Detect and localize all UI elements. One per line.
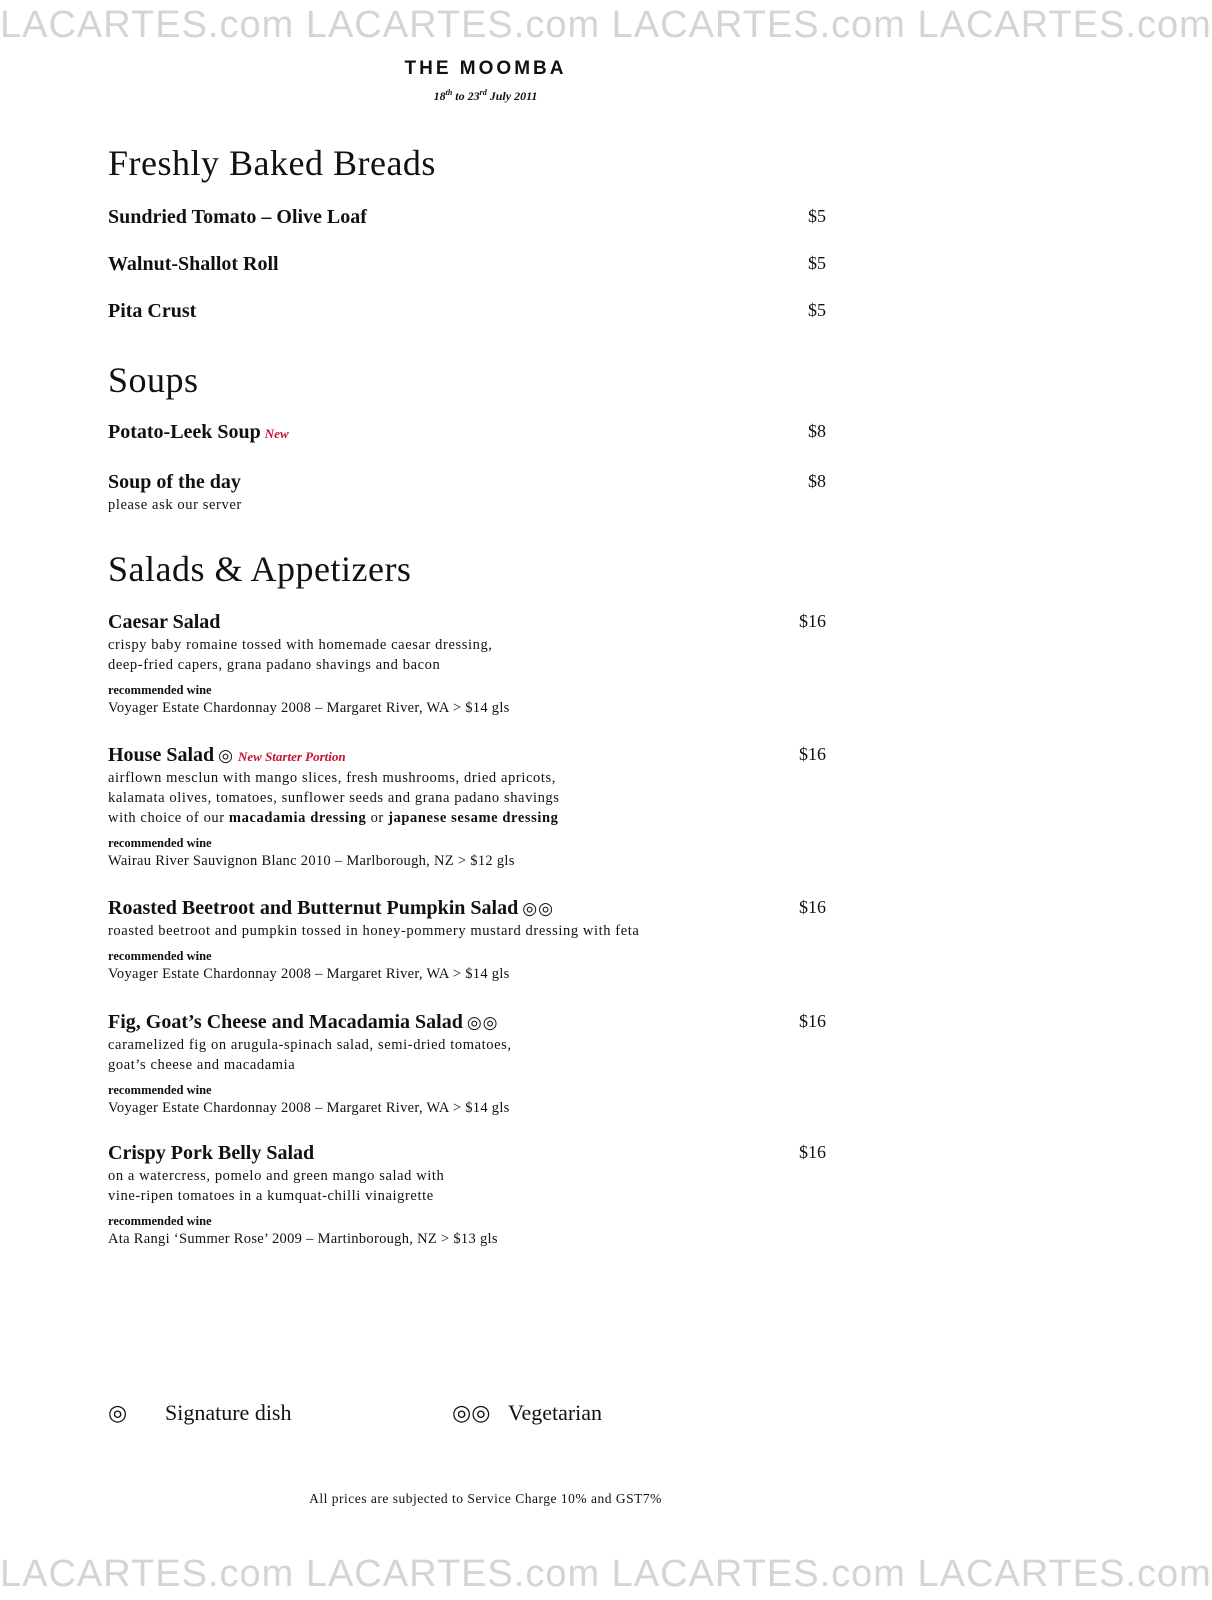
signature-dish-icon: ◎ [218,746,234,765]
item-description-line: deep-fried capers, grana padano shavings and bacon [108,657,441,673]
item-name: Soup of the day [108,471,241,493]
dressing-option: japanese sesame dressing [388,810,559,826]
item-price: $8 [808,421,826,441]
item-price: $16 [799,1011,826,1031]
menu-item-caesar-salad [108,611,826,718]
menu-item-potato-leek-soup [108,421,826,445]
item-name: House Salad [108,744,215,766]
wine-label: recommended wine [108,1083,212,1097]
recommended-wine: Wairau River Sauvignon Blanc 2010 – Marlborough, NZ > $12 gls [108,853,515,869]
item-name: Sundried Tomato – Olive Loaf [108,206,367,228]
item-description-line: roasted beetroot and pumpkin tossed in honey-pommery mustard dressing with feta [108,923,640,939]
item-name: Crispy Pork Belly Salad [108,1142,315,1164]
menu-item-fig-goats-cheese-salad [108,1011,826,1118]
menu-item-house-salad [108,744,826,871]
menu-item-roasted-beetroot-salad [108,897,826,984]
watermark-bottom: LACARTES.com LACARTES.com LACARTES.com LACARTES.com [0,1553,1212,1595]
new-badge: New Starter Portion [238,749,346,764]
item-name: Roasted Beetroot and Butternut Pumpkin Salad [108,897,519,919]
signature-dish-legend-icon: ◎ [108,1400,128,1425]
item-description-line: caramelized fig on arugula-spinach salad, semi-dried tomatoes, [108,1037,512,1053]
menu-item-crispy-pork-belly-salad [108,1142,826,1249]
item-description-line: crispy baby romaine tossed with homemade caesar dressing, [108,637,493,653]
new-badge: New [264,426,289,441]
item-name: Walnut-Shallot Roll [108,253,279,275]
recommended-wine: Voyager Estate Chardonnay 2008 – Margaret River, WA > $14 gls [108,1100,510,1116]
item-name: Caesar Salad [108,611,221,633]
item-name: Potato-Leek Soup [108,421,261,443]
item-price: $16 [799,744,826,764]
item-description-line: on a watercress, pomelo and green mango salad with [108,1168,445,1184]
recommended-wine: Voyager Estate Chardonnay 2008 – Margaret River, WA > $14 gls [108,700,510,716]
wine-label: recommended wine [108,836,212,850]
menu-dates: 18th to 23rd July 2011 [433,88,538,103]
section-title-soups: Soups [108,360,199,400]
item-price: $5 [808,206,826,226]
item-description-line: goat’s cheese and macadamia [108,1057,296,1073]
wine-label: recommended wine [108,1214,212,1228]
wine-label: recommended wine [108,683,212,697]
menu-item-sundried-tomato-olive-loaf [108,206,826,230]
dressing-option: macadamia dressing [228,810,367,826]
menu-item-soup-of-the-day [108,471,826,515]
item-price: $16 [799,611,826,631]
restaurant-logo: THE MOOMBA [404,58,567,79]
section-title-breads: Freshly Baked Breads [108,143,436,183]
item-name: Pita Crust [108,300,197,322]
item-price: $16 [799,897,826,917]
item-price: $8 [808,471,826,491]
section-title-salads: Salads & Appetizers [108,549,412,589]
vegetarian-legend-label: Vegetarian [508,1400,603,1425]
item-description-line: with choice of our macadamia dressing or japanese sesame dressing [108,810,559,826]
vegetarian-icon: ◎◎ [522,899,554,918]
item-price: $5 [808,253,826,273]
watermark-top: LACARTES.com LACARTES.com LACARTES.com LACARTES.com [0,4,1212,46]
service-charge-note: All prices are subjected to Service Charge 10% and GST7% [309,1491,662,1506]
item-price: $16 [799,1142,826,1162]
recommended-wine: Ata Rangi ‘Summer Rose’ 2009 – Martinborough, NZ > $13 gls [108,1231,498,1247]
item-price: $5 [808,300,826,320]
vegetarian-legend-icon: ◎◎ [452,1400,491,1425]
item-description-line: kalamata olives, tomatoes, sunflower seeds and grana padano shavings [108,790,560,806]
menu-item-walnut-shallot-roll [108,253,826,277]
signature-dish-legend-label: Signature dish [165,1400,292,1425]
vegetarian-icon: ◎◎ [466,1013,499,1032]
item-description-line: vine-ripen tomatoes in a kumquat-chilli vinaigrette [108,1188,434,1204]
recommended-wine: Voyager Estate Chardonnay 2008 – Margaret River, WA > $14 gls [108,966,510,982]
item-name: Fig, Goat’s Cheese and Macadamia Salad [108,1011,463,1033]
item-description: please ask our server [108,497,242,513]
item-description-line: airflown mesclun with mango slices, fresh mushrooms, dried apricots, [108,770,556,786]
wine-label: recommended wine [108,949,212,963]
menu-item-pita-crust [108,300,826,324]
